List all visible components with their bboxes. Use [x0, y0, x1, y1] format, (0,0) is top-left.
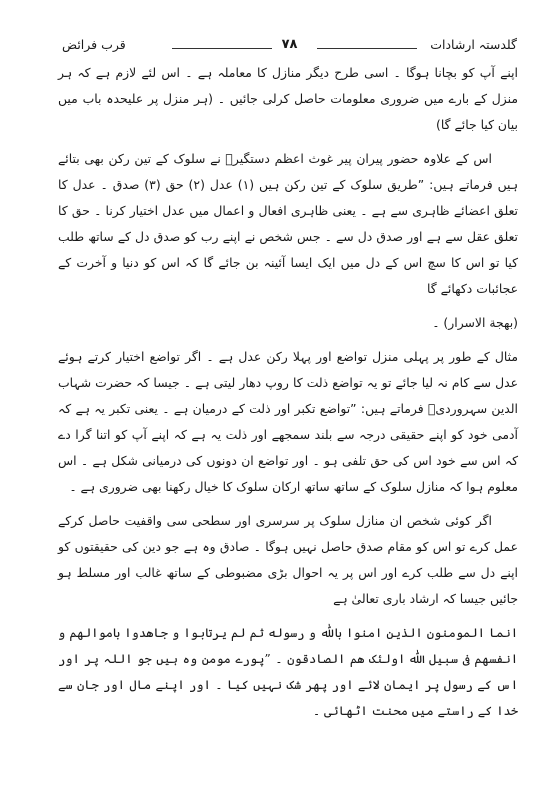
paragraph-3: مثال کے طور پر پہلی منزل تواضع اور پہلا رکن عدل ہے ۔ اگر تواضع اختیار کرتے ہوئے عدل سے کام نہ لیا جائے تو یہ تواضع ذلت کا روپ دھار لیتی ہے ۔ جیسا کہ حضرت شہاب الدین سہروردیؒ فرماتے ہیں: ”تواضع تکبر اور ذلت کے درمیان ہے ۔ یعنی تکبر یہ ہے کہ آدمی خود کو اپنے حقیقی درجہ سے بلند سمجھے اور ذلت یہ ہے کہ اپنے آپ کو اتنا گرا دے کہ اس سے خود اس کی حق تلفی ہو ۔ اور تواضع ان دونوں کی درمیانی شکل ہے ۔ اس معلوم ہوا کہ منازل سلوک کے ساتھ ساتھ ارکان سلوک کا خیال رکھنا بھی ضروری ہے ۔ — [58, 349, 518, 494]
page-number: ۷۸ — [281, 37, 298, 52]
reference-citation: (بهجة الاسرار) ۔ — [432, 315, 518, 330]
header-rule-left — [172, 48, 272, 49]
paragraph-2: اس کے علاوہ حضور پیران پیر غوث اعظم دستگیرؒ نے سلوک کے تین رکن بھی بتائے ہیں فرماتے ہیں: ”طریق سلوک کے تین رکن ہیں (۱) عدل (۲) حق (۳) صدق ۔ عدل کا تعلق اعضائے ظاہری سے ہے ۔ یعنی ظاہری افعال و اعمال میں عدل اختیار کرنا ۔ حق کا تعلق عقل سے ہے اور صدق دل سے ۔ جس شخص نے اپنے رب کو صدق دل کے ساتھ طلب کیا تو اس کا سچ اس کے دل میں ایک ایسا آئینہ بن جائے گا کہ اس کو دنیا و آخرت کے عجائبات دکھائے گا — [58, 151, 519, 296]
paragraph-5-quran-verse: انما المومنون الذین امنوا باللّٰه و رسوله ثم لم یرتابوا و جاهدوا باموالهم و انفسهم فی سبیل اللّٰه اولئک هم الصادقون ۔ ”پورے مومن وہ ہیں جو اللہ پر اور اس کے رسول پر ایمان لائے اور پھر شک نہیں کیا ۔ اور اپنے مال اور جان سے خدا کے راستے میں محنت اٹھائی ۔ — [58, 625, 518, 718]
chapter-title: قرب فرائض — [62, 37, 126, 52]
header-rule-right — [317, 48, 417, 49]
body-text — [58, 60, 518, 732]
page-header — [62, 34, 517, 56]
paragraph-4: اگر کوئی شخص ان منازل سلوک پر سرسری اور سطحی سی واقفیت حاصل کرکے عمل کرے تو اس کو مقام صدق حاصل نہیں ہوگا ۔ صادق وہ ہے جو دین کی حقیقتوں کو اپنے دل سے طلب کرے اور اس پر یہ احوال بڑی مضبوطی کے ساتھ غالب اور مسلط ہو جائیں جیسا کہ ارشاد باری تعالیٰ ہے — [58, 513, 518, 606]
paragraph-1: اپنے آپ کو بچانا ہوگا ۔ اسی طرح دیگر منازل کا معاملہ ہے ۔ اس لئے لازم ہے کہ ہر منزل کے بارے میں ضروری معلومات حاصل کرلی جائیں ۔ (ہر منزل پر علیحدہ باب میں بیان کیا جائے گا) — [58, 65, 518, 132]
book-title: گلدستہ ارشادات — [430, 37, 517, 52]
